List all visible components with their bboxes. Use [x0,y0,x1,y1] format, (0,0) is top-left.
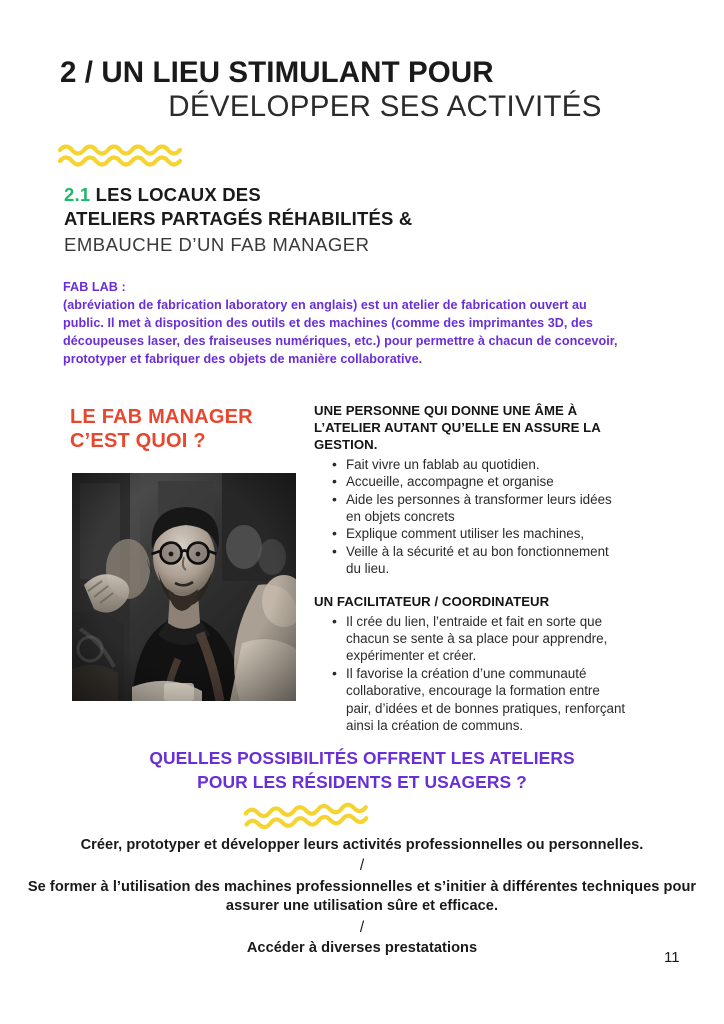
page-number: 11 [664,949,680,966]
squiggle-decoration-middle [243,797,383,836]
possibility-item-2: Accéder à diverses prestatations [246,940,478,957]
list-item: • Aide les personnes à transformer leurs idées en objets concrets [332,491,626,526]
fablab-definition-block [63,279,625,368]
list-item: • Veille à la sécurité et au bon fonctionnement du lieu. [332,543,626,578]
possibility-item-0: Créer, prototyper et développer leurs activités professionnelles ou personnelles. [80,837,644,853]
role-list-1 [314,613,626,735]
page-title [60,56,670,125]
section-heading [64,183,604,259]
list-item: • Fait vivre un fablab au quotidien. [332,456,626,473]
section-heading-line1 [64,183,604,207]
section-heading-line2: ATELIERS PARTAGÉS RÉHABILITÉS & [64,208,413,230]
fab-manager-photo [72,473,296,701]
role-heading-0: UNE PERSONNE QUI DONNE UNE ÂME À L’ATELIER AUTANT QU’ELLE EN ASSURE LA GESTION. [314,403,601,452]
possibilities-list [0,836,724,959]
role-list-0 [314,456,626,578]
list-item: • Il favorise la création d’une communauté collaborative, encourage la formation entre pair, d’idées et de bonnes pratiques, renforçant ainsi la création de communs. [332,665,626,735]
fablab-term: FAB LAB : [63,280,126,294]
list-item: • Accueille, accompagne et organise [332,473,626,490]
possibility-separator-1: / [359,918,365,936]
possibilities-heading-line1: QUELLES POSSIBILITÉS OFFRENT LES ATELIERS [149,748,575,768]
role-heading-1: UN FACILITATEUR / COORDINATEUR [314,593,550,609]
list-item: • Explique comment utiliser les machines, [332,525,626,542]
section-number: 2.1 [64,184,91,205]
fablab-definition-text: (abréviation de fabrication laboratory en anglais) est un atelier de fabrication ouvert au public. Il met à disposition des outils et des machines (comme des imprimantes 3D, des découpeuses laser, des fraiseuses numériques, etc.) pour permettre à chacun de concevoir, prototyper et fabriquer des objets de manière collaborative. [63,297,618,366]
possibilities-heading-line2: POUR LES RÉSIDENTS ET USAGERS ? [197,771,527,792]
fab-manager-heading-line2: C’EST QUOI ? [70,430,206,453]
fab-manager-heading [70,405,310,454]
fab-manager-heading-line1: LE FAB MANAGER [70,406,253,428]
possibility-item-1: Se former à l’utilisation des machines professionnelles et s’initier à différentes techniques pour assurer une utilisation sûre et efficace. [27,878,697,915]
possibility-separator-0: / [359,857,365,875]
list-item: • Il crée du lien, l’entraide et fait en sorte que chacun se sente à sa place pour apprendre, expérimenter et créer. [332,613,626,665]
possibilities-heading [0,747,724,794]
page-title-line1: 2 / UN LIEU STIMULANT POUR [60,56,494,89]
page-title-line2: DÉVELOPPER SES ACTIVITÉS [168,90,602,124]
squiggle-decoration-top [58,140,186,175]
roles-column [314,403,626,734]
section-heading-line3: EMBAUCHE D’UN FAB MANAGER [64,234,370,256]
section-heading-line1-text: LES LOCAUX DES [95,184,261,205]
